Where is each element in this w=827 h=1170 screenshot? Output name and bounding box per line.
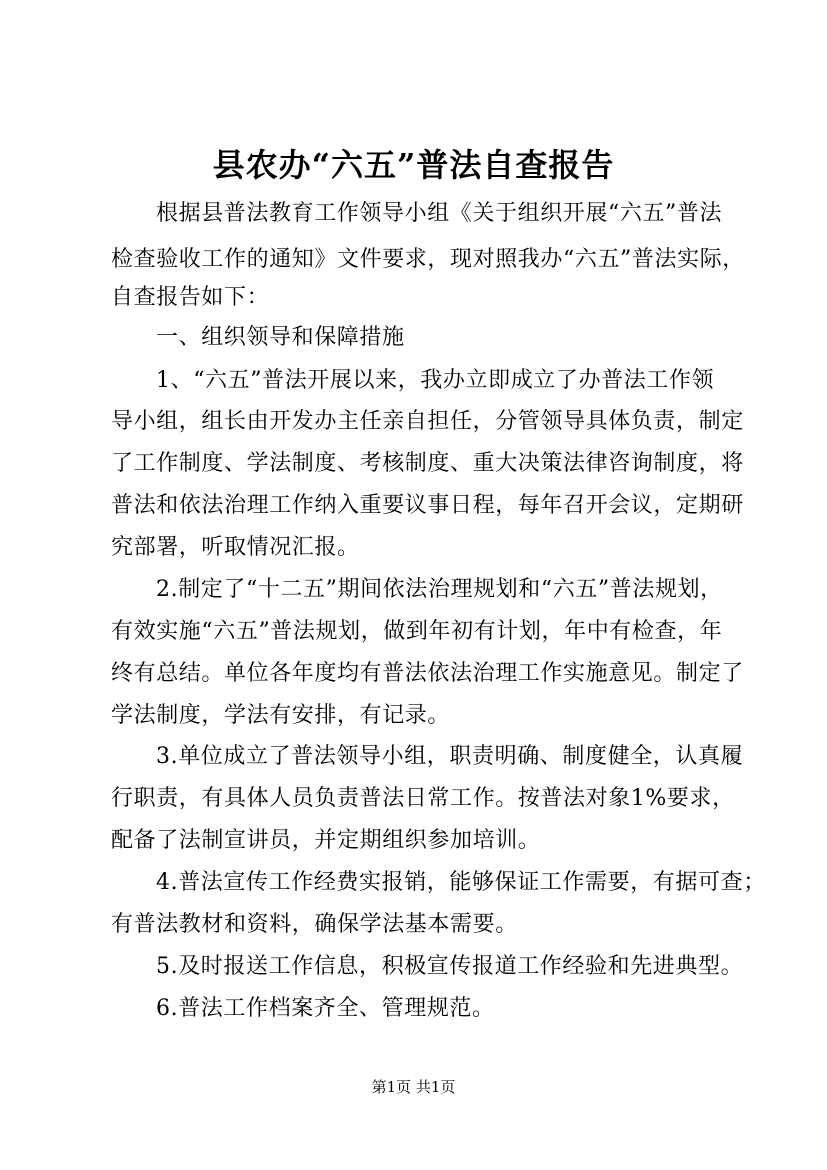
document-title: 县农办“六五”普法自查报告 <box>212 146 615 184</box>
section-heading: 一、组织领导和保障措施 <box>156 325 405 350</box>
paragraph-line: 3.单位成立了普法领导小组，职责明确、制度健全，认真履 <box>156 744 744 769</box>
paragraph-line: 6.普法工作档案齐全、管理规范。 <box>156 996 495 1021</box>
paragraph-line: 学法制度，学法有安排，有记录。 <box>111 703 451 728</box>
page-footer: 第1页 共1页 <box>371 1078 456 1096</box>
paragraph-line: 1、“六五”普法开展以来，我办立即成立了办普法工作领 <box>156 368 715 393</box>
paragraph-line: 终有总结。单位各年度均有普法依法治理工作实施意见。制定了 <box>111 661 744 686</box>
paragraph-line: 根据县普法教育工作领导小组《关于组织开展“六五”普法 <box>156 201 723 226</box>
paragraph-line: 行职责，有具体人员负责普法日常工作。按普法对象1%要求， <box>111 786 735 811</box>
paragraph-line: 有效实施“六五”普法规划，做到年初有计划，年中有检查，年 <box>111 619 723 644</box>
paragraph-line: 了工作制度、学法制度、考核制度、重大决策法律咨询制度，将 <box>111 451 744 476</box>
paragraph-line: 导小组，组长由开发办主任亲自担任，分管领导具体负责，制定 <box>111 409 744 434</box>
paragraph-line: 有普法教材和资料，确保学法基本需要。 <box>111 912 518 937</box>
paragraph-line: 自查报告如下： <box>111 285 270 310</box>
paragraph-line: 配备了法制宣讲员，并定期组织参加培训。 <box>111 828 541 853</box>
paragraph-line: 检查验收工作的通知》文件要求，现对照我办“六五”普法实际， <box>111 247 745 272</box>
paragraph-line: 2.制定了“十二五”期间依法治理规划和“六五”普法规划， <box>156 577 723 602</box>
paragraph-line: 普法和依法治理工作纳入重要议事日程，每年召开会议，定期研 <box>111 493 744 518</box>
paragraph-line: 5.及时报送工作信息，积极宣传报道工作经验和先进典型。 <box>156 954 744 979</box>
paragraph-line: 4.普法宣传工作经费实报销，能够保证工作需要，有据可查； <box>156 870 766 895</box>
paragraph-line: 究部署，听取情况汇报。 <box>111 535 360 560</box>
